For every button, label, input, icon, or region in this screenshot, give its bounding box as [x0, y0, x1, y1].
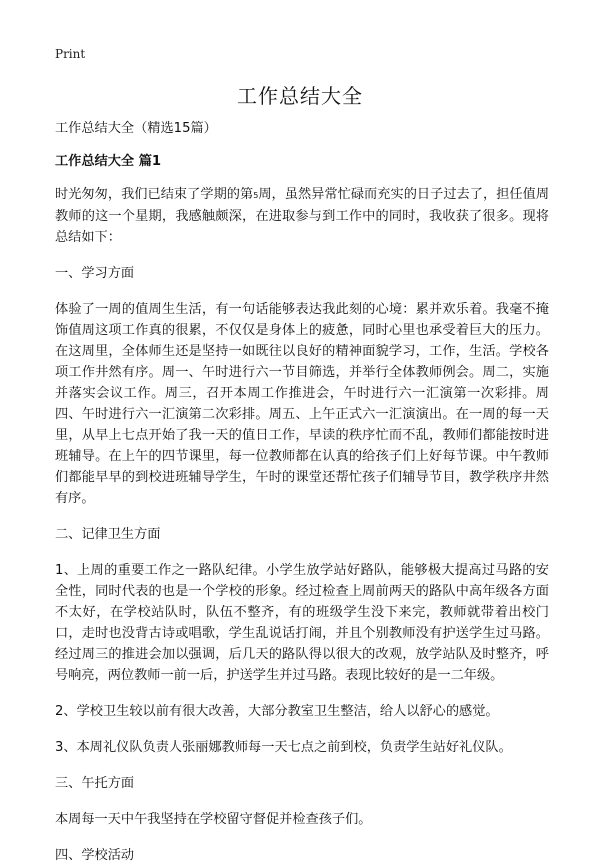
- section-heading-study: 一、学习方面: [55, 266, 135, 281]
- print-link[interactable]: Print: [55, 47, 86, 61]
- noon-care-paragraph: 本周每一天中午我坚持在学校留守督促并检查孩子们。: [55, 812, 372, 827]
- section-heading-discipline: 二、记律卫生方面: [55, 527, 161, 542]
- document-subtitle: 工作总结大全（精选15篇）: [55, 121, 217, 136]
- section-heading-activities: 四、学校活动: [55, 848, 135, 863]
- intro-paragraph: [55, 184, 549, 248]
- week-number: 5: [253, 191, 259, 200]
- section-heading-noon-care: 三、午托方面: [55, 776, 135, 791]
- discipline-item-1: 1、上周的重要工作之一路队纪律。小学生放学站好路队，能够极大提高过马路的安全性，同时代表的也是一个学校的形象。经过检查上周前两天的路队中高年级各方面不太好，在学校站队时，队伍不整齐，有的班级学生没下来完，教师就带着出校门口，走时也没背古诗或唱歌，学生乱说话打闹，并且个别教师没有护送学生过马路。经过周三的推进会加以强调，后几天的路队得以很大的改观，放学站队及时整齐，呼号响亮，两位教师一前一后，护送学生并过马路。表现比较好的是一二年级。: [55, 563, 549, 683]
- study-paragraph: 体验了一周的值周生生活，有一句话能够表达我此刻的心境：累并欢乐着。我毫不掩饰值周这项工作真的很累，不仅仅是身体上的疲惫，同时心里也承受着巨大的压力。在这周里，全体师生还是坚持一如既往以良好的精神面貌学习，工作，生活。学校各项工作井然有序。周一、午时进行六一节目筛选，并举行全体教师例会。周二，实施并落实会议工作。周三，召开本周工作推进会，午时进行六一汇演第一次彩排。周四、午时进行六一汇演第二次彩排。周五、上午正式六一汇演演出。在一周的每一天里，从早上七点开始了我一天的值日工作，早读的秩序忙而不乱，教师们都能按时进班辅导。在上午的四节课里，每一位教师都在认真的给孩子们上好每节课。中午教师们都能早早的到校进班辅导学生，午时的课堂还帮忙孩子们辅导节目，教学秩序井然有序。: [55, 302, 549, 506]
- discipline-item-3: 3、本周礼仪队负责人张丽娜教师每一天七点之前到校，负责学生站好礼仪队。: [55, 740, 512, 755]
- article-heading: 工作总结大全 篇1: [55, 154, 162, 169]
- page-title: 工作总结大全: [237, 84, 363, 108]
- discipline-item-2: 2、学校卫生较以前有很大改善，大部分教室卫生整洁，给人以舒心的感觉。: [55, 704, 499, 719]
- intro-text-before: 时光匆匆，我们已结束了学期的第: [55, 187, 254, 202]
- article-body: [55, 118, 549, 866]
- intro-text-after: 周，虽然异常忙碌而充实的日子过去了，担任值周教师的这一个星期，我感触颇深，在进取参与到工作中的同时，我收获了很多。现将总结如下：: [55, 187, 550, 245]
